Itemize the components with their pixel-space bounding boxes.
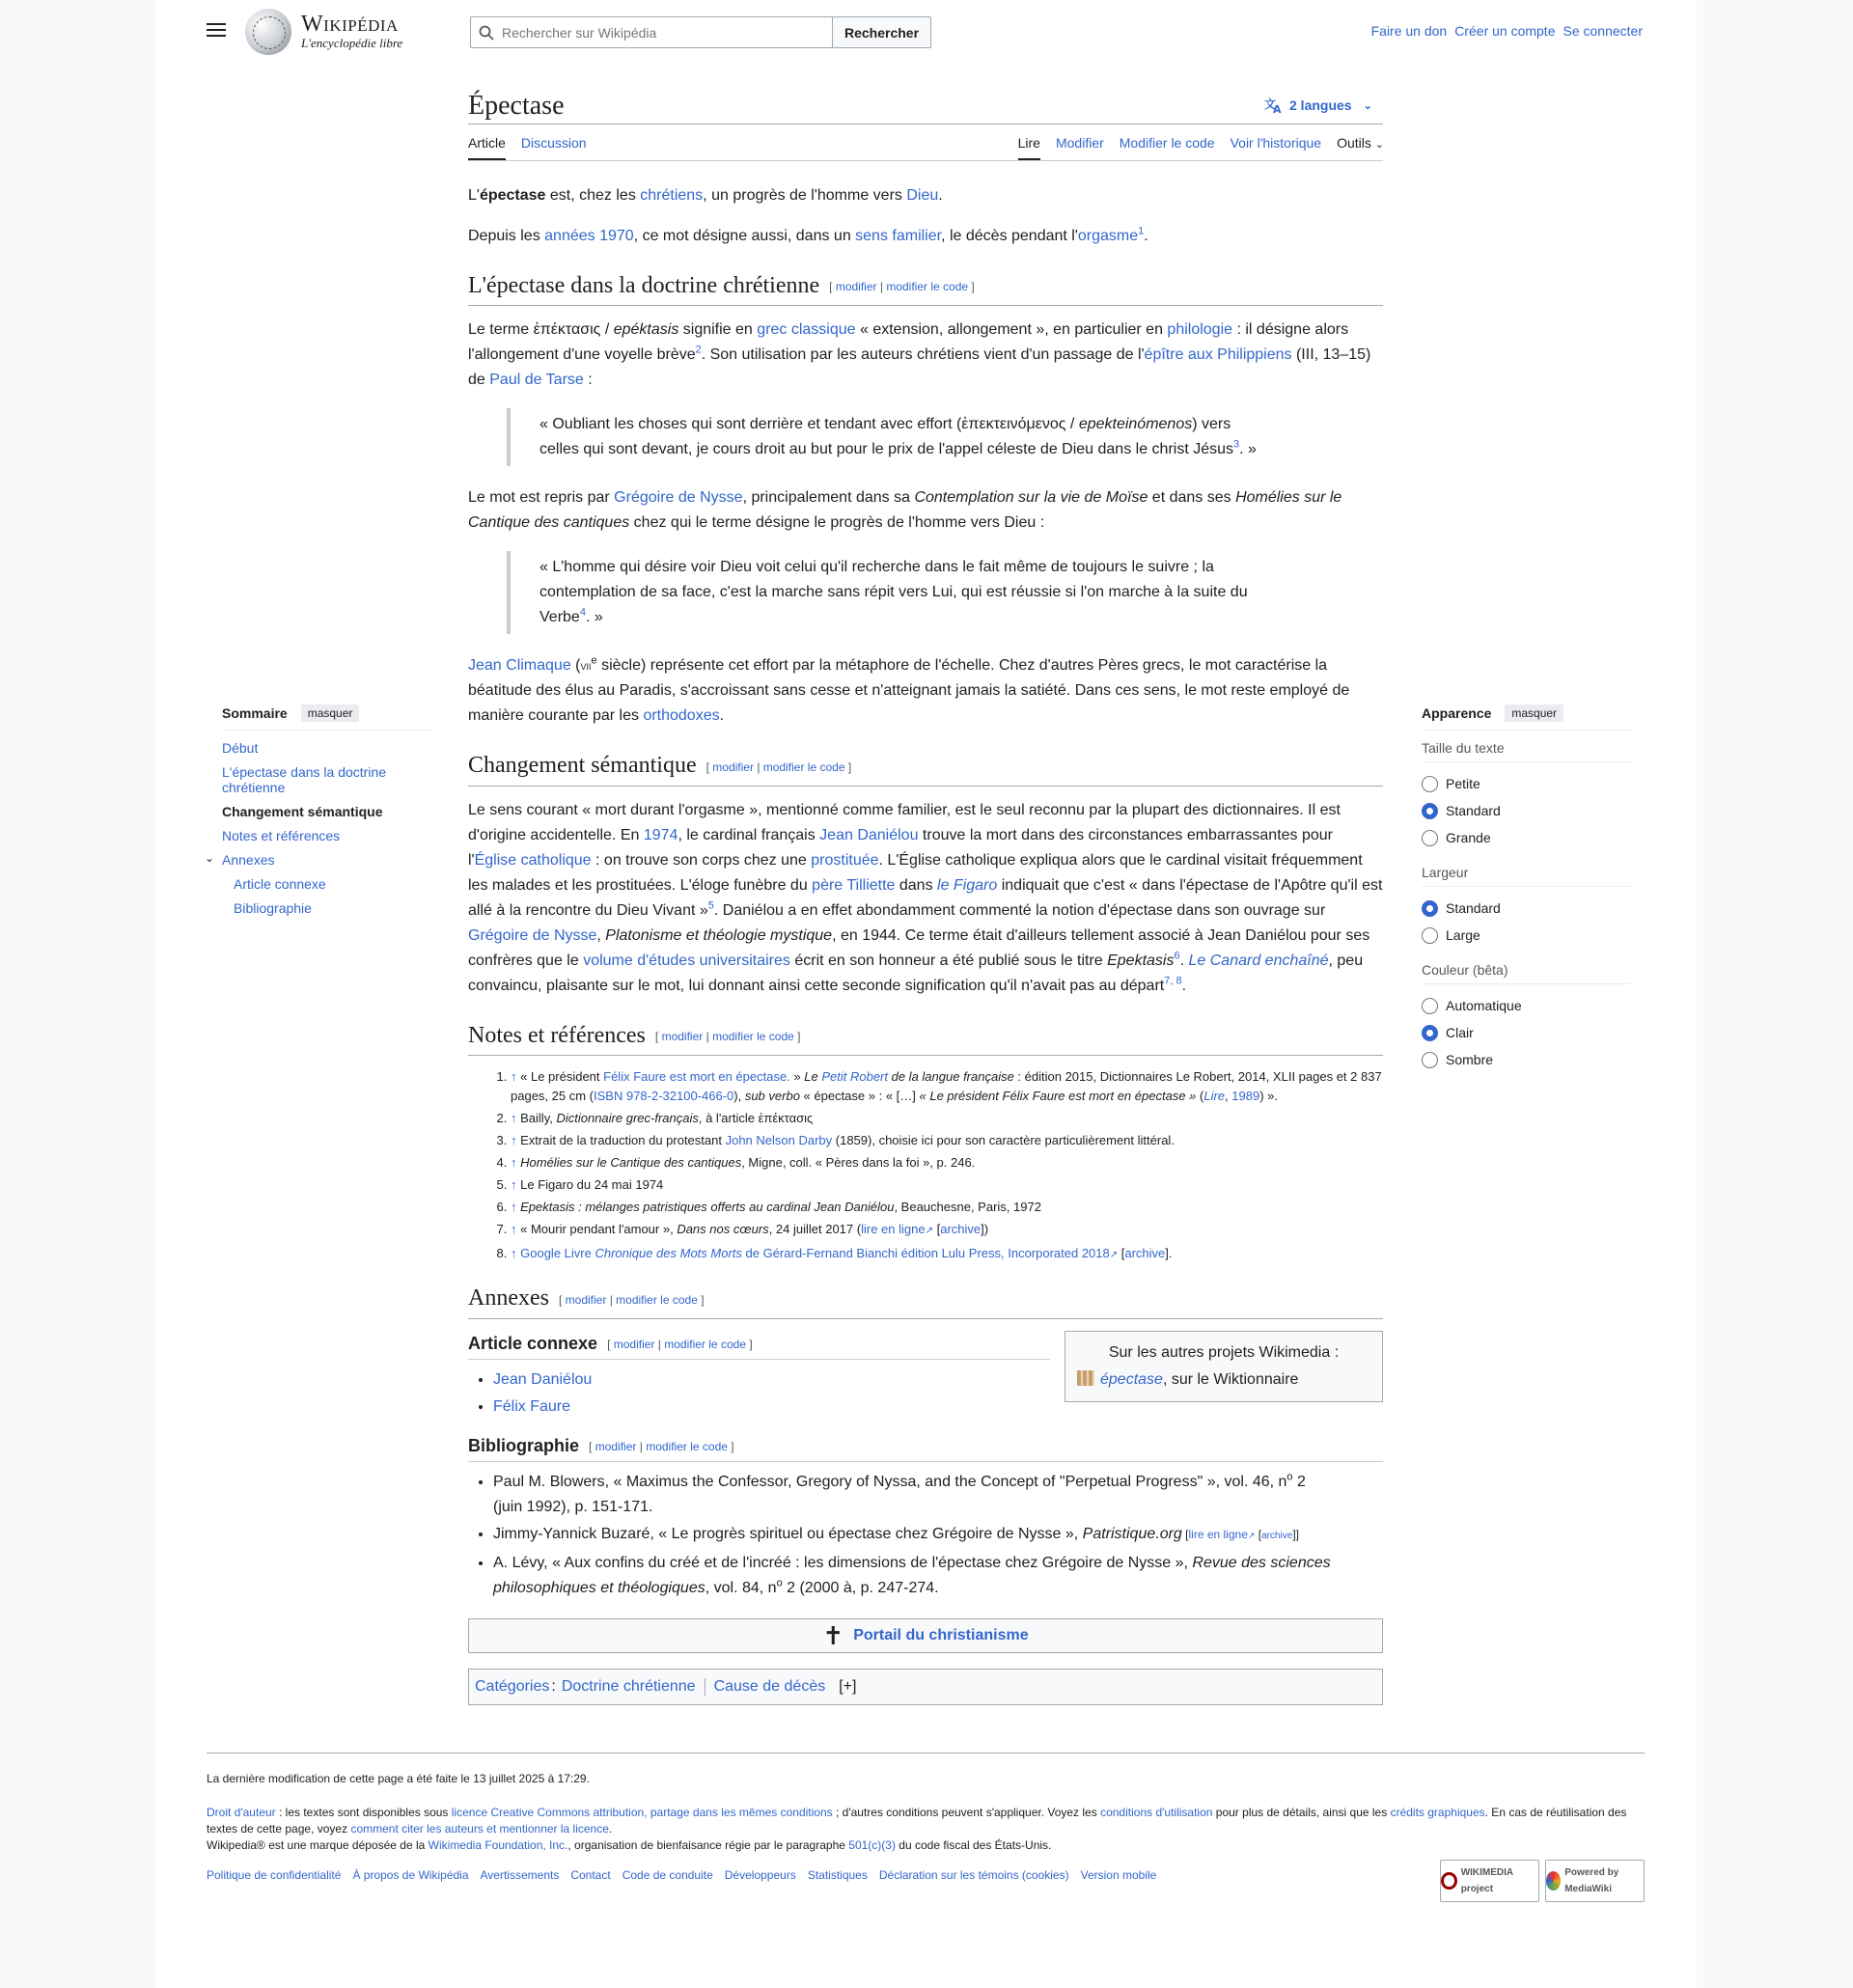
subheading-bibliographie: Bibliographie [ modifier | modifier le code ] xyxy=(468,1433,1383,1462)
radio-width-large[interactable]: Large xyxy=(1422,922,1630,949)
edit-section-links: [ modifier | modifier le code ] xyxy=(607,1338,753,1352)
bibliography-list xyxy=(468,1470,1383,1601)
backlink-arrow[interactable]: ↑ xyxy=(511,1222,517,1237)
radio-width-standard[interactable]: Standard xyxy=(1422,895,1630,922)
footer-link-cookies[interactable]: Déclaration sur les témoins (cookies) xyxy=(878,1868,1069,1882)
footer-link[interactable]: licence Creative Commons attribution, partage dans les mêmes conditions xyxy=(451,1806,833,1819)
link-dieu[interactable]: Dieu xyxy=(906,187,939,204)
list-item: • A. Lévy, « Aux confins du créé et de l'incréé : les dimensions de l'épectase chez Grégoire de Nysse », Revue des sciences philosophiques et théologiques, vol. 84, $n^o$ 2 (2000 à, p. 247-274. xyxy=(493,1551,1335,1601)
references-list xyxy=(468,1067,1383,1265)
wiktionary-link[interactable]: épectase xyxy=(1100,1370,1163,1388)
radio-color-light[interactable]: Clair xyxy=(1422,1019,1630,1046)
sister-projects-box: Sur les autres projets Wikimedia : épectase, sur le Wiktionnaire xyxy=(1065,1331,1383,1402)
backlink-arrow[interactable]: ↑ xyxy=(511,1246,517,1261)
width-label: Largeur xyxy=(1422,865,1630,887)
toc-item-doctrine[interactable]: L'épectase dans la doctrine chrétienne xyxy=(222,764,387,795)
link-prostituee[interactable]: prostituée xyxy=(811,851,879,869)
link-eglise-catholique[interactable]: Église catholique xyxy=(474,851,592,869)
edit-source-link[interactable]: modifier le code xyxy=(712,1030,794,1044)
ref-link[interactable]: Lire xyxy=(1203,1089,1226,1104)
ref-link[interactable]: 1989 xyxy=(1231,1089,1260,1104)
heading-text: L'épectase dans la doctrine chrétienne xyxy=(468,273,820,298)
bold-term: épectase xyxy=(479,187,546,204)
blockquote-philippiens: « Oubliant les choses qui sont derrière et tendant avec effort (ἐπεκτεινόμενος / epekteinómenos) vers celles qui sont devant, je cours droit au but pour le prix de l'appel céleste de Dieu dans le christ Jésus$^3$. » xyxy=(507,408,1383,466)
edit-section-links: [ modifier | modifier le code ] xyxy=(589,1440,734,1454)
link-orgasme[interactable]: orgasme xyxy=(1077,228,1139,244)
list-item: • Jimmy-Yannick Buzaré, « Le progrès spirituel ou épectase chez Grégoire de Nysse », Patristique.org [lire en ligne↗ [archive]] xyxy=(493,1522,1335,1549)
text: Depuis les xyxy=(468,228,545,244)
radio-size-large[interactable]: Grande xyxy=(1422,824,1630,851)
reference-item: 2. ↑ Bailly, Dictionnaire grec-français, à l'article ἐπέκτασις xyxy=(511,1109,1383,1128)
search-button[interactable]: Rechercher xyxy=(832,16,931,48)
link-gregoire-de-nysse-2[interactable]: Grégoire de Nysse xyxy=(468,926,597,944)
text: est, chez les xyxy=(545,187,641,204)
page-title: Épectase xyxy=(468,91,565,121)
translate-icon xyxy=(1264,97,1284,114)
backlink-arrow[interactable]: ↑ xyxy=(511,1069,517,1085)
intro-paragraph-2 xyxy=(468,224,1383,249)
toc-item-debut[interactable]: Début xyxy=(222,740,259,756)
portal-link[interactable]: Portail du christianisme xyxy=(853,1627,1029,1644)
changement-paragraph: Le sens courant « mort durant l'orgasme », mentionné comme familier, est le seul reconnu par la plupart des dictionnaires. Il est d'origine accidentelle. En 1974, le cardinal français Jean Daniélou trouve la mort dans des circonstances embarrassantes pour l'Église catholique : on trouve son corps chez une prostituée. L'Église catholique expliqua alors que le cardinal visitait fréquemment les malades et les prostituées. L'éloge funèbre du père Tilliette dans le Figaro indiquait que c'est « dans l'épectase de l'Apôtre qu'il est allé à la rencontre du Dieu Vivant »$^5$. Daniélou a en effet abondamment commenté la notion d'épectase dans son ouvrage sur Grégoire de Nysse, Platonisme et théologie mystique, en 1944. Ce terme était d'ailleurs tellement associé à Jean Daniélou pour ses confrères que le volume d'études universitaires écrit en son honneur a été publié sous le titre Epektasis$^6$. Le Canard enchaîné, peu convaincu, plaisante sur le mot, lui donnant ainsi cette seconde signification qu'il n'avait pas au départ$^{7, 8}$. xyxy=(468,801,1383,994)
ref-6[interactable]: 6 xyxy=(1174,950,1180,962)
appearance-panel xyxy=(1422,704,1630,1073)
create-account-link[interactable]: Créer un compte xyxy=(1454,23,1556,39)
link-sens-familier[interactable]: sens familier xyxy=(855,228,942,244)
archive-link[interactable]: archive xyxy=(940,1222,982,1237)
edit-source-link[interactable]: modifier le code xyxy=(664,1338,746,1352)
category-link[interactable]: Cause de décès xyxy=(713,1678,826,1696)
doctrine-paragraph-2: Le mot est repris par Grégoire de Nysse, principalement dans sa Contemplation sur la vie de Moïse et dans ses Homélies sur le Cantique des cantiques chez qui le terme désigne le progrès de l'homme vers Dieu : xyxy=(468,489,1342,532)
ref-link[interactable]: Petit Robert xyxy=(821,1069,888,1085)
edit-link[interactable]: modifier xyxy=(565,1292,607,1307)
edit-section-links: [ modifier | modifier le code ] xyxy=(558,1292,705,1307)
wikipedia-logo[interactable] xyxy=(245,9,402,55)
toc-item-article-connexe[interactable]: Article connexe xyxy=(234,876,326,892)
chevron-down-icon: ⌄ xyxy=(1363,99,1372,112)
categories-link[interactable]: Catégories xyxy=(475,1678,550,1696)
link-le-figaro[interactable]: le Figaro xyxy=(937,876,998,894)
isbn-link[interactable]: ISBN 978-2-32100-466-0 xyxy=(594,1089,734,1104)
external-link[interactable]: lire en ligne xyxy=(1188,1528,1248,1542)
list-item: • Paul M. Blowers, « Maximus the Confessor, Gregory of Nyssa, and the Concept of "Perpetual Progress" », vol. 46, $n^o$ 2 (juin 1992), p. 151-171. xyxy=(493,1470,1335,1520)
radio-color-auto[interactable]: Automatique xyxy=(1422,992,1630,1019)
link-jean-climaque[interactable]: Jean Climaque xyxy=(468,657,571,675)
section-heading-annexes xyxy=(468,1283,1383,1318)
user-links xyxy=(1371,23,1643,39)
categories-expand[interactable]: [+] xyxy=(839,1678,857,1696)
mediawiki-badge[interactable]: Powered by MediaWiki xyxy=(1545,1860,1645,1902)
last-modified: La dernière modification de cette page a été faite le 13 juillet 2025 à 17:29. xyxy=(207,1772,590,1785)
archive-link[interactable]: archive xyxy=(1261,1531,1293,1542)
toc-item-bibliographie[interactable]: Bibliographie xyxy=(234,900,312,916)
footer-link-privacy[interactable]: Politique de confidentialité xyxy=(207,1868,342,1882)
mediawiki-icon xyxy=(1546,1871,1561,1891)
svg-text:文: 文 xyxy=(1264,97,1277,111)
footer-link-mobile[interactable]: Version mobile xyxy=(1080,1868,1157,1882)
footer-link[interactable]: crédits graphiques xyxy=(1390,1806,1485,1819)
footer-link-about[interactable]: À propos de Wikipédia xyxy=(352,1868,469,1882)
svg-text:A: A xyxy=(1273,103,1282,114)
section-heading-changement xyxy=(468,750,1383,786)
globe-icon xyxy=(245,9,291,55)
doctrine-paragraph-3: Jean Climaque (vii$^e$ siècle) représente cet effort par la métaphore de l'échelle. Chez d'autres Pères grecs, le mot caractérise la béatitude des élus au Paradis, s'accroissant sans cesse et n'atteignant jamais la satiété. Dans ces sens, le mot reste employé de manière courante par les orthodoxes. xyxy=(468,655,1350,725)
edit-link[interactable]: modifier xyxy=(712,759,754,774)
appearance-hide-button[interactable]: masquer xyxy=(1505,704,1563,722)
link-jean-danielou[interactable]: Jean Daniélou xyxy=(819,826,919,843)
link-volume-etudes[interactable]: volume d'études universitaires xyxy=(583,952,790,969)
text: . xyxy=(1144,228,1148,244)
link-paul-de-tarse[interactable]: Paul de Tarse xyxy=(489,372,584,389)
search-form xyxy=(470,16,931,48)
ref-5[interactable]: 5 xyxy=(707,899,714,912)
edit-section-links: [ modifier | modifier le code ] xyxy=(829,280,975,294)
tab-article[interactable]: Article xyxy=(468,135,506,160)
radio-color-dark[interactable]: Sombre xyxy=(1422,1046,1630,1073)
logo-name: Wikipédia xyxy=(301,12,399,37)
reference-item: 8. ↑ Google Livre Chronique des Mots Morts de Gérard-Fernand Bianchi édition Lulu Press, Incorporated 2018↗ [archive]. xyxy=(511,1244,1383,1265)
footer-link-developers[interactable]: Développeurs xyxy=(724,1868,796,1882)
ref-3[interactable]: 3 xyxy=(1233,439,1240,452)
footer-link[interactable]: conditions d'utilisation xyxy=(1100,1806,1213,1819)
archive-link[interactable]: archive xyxy=(1124,1246,1166,1261)
link-pere-tilliette[interactable]: père Tilliette xyxy=(812,876,896,894)
ref-2[interactable]: 2 xyxy=(695,345,702,357)
section-heading-doctrine xyxy=(468,270,1383,306)
donate-link[interactable]: Faire un don xyxy=(1370,23,1448,39)
text: , un progrès de l'homme vers xyxy=(703,187,907,204)
backlink-arrow[interactable]: ↑ xyxy=(511,1111,517,1126)
edit-source-link[interactable]: modifier le code xyxy=(762,759,845,774)
backlink-arrow[interactable]: ↑ xyxy=(511,1133,517,1148)
backlink-arrow[interactable]: ↑ xyxy=(511,1200,517,1215)
footer-link[interactable]: comment citer les auteurs et mentionner la licence xyxy=(350,1822,609,1836)
section-heading-notes xyxy=(468,1020,1383,1056)
edit-source-link[interactable]: modifier le code xyxy=(646,1440,728,1454)
link-canard-enchaine[interactable]: Le Canard enchaîné xyxy=(1188,952,1329,969)
footer-link[interactable]: Droit d'auteur xyxy=(207,1806,276,1819)
edit-link[interactable]: modifier xyxy=(613,1338,655,1352)
radio-size-small[interactable]: Petite xyxy=(1422,770,1630,797)
footer-link[interactable]: 501(c)(3) xyxy=(848,1838,896,1852)
license-text: Droit d'auteur : les textes sont disponibles sous licence Creative Commons attribution, partage dans les mêmes conditions ; d'autres conditions peuvent s'appliquer. Voyez les conditions d'utilisation pour plus de détails, ainsi que les crédits graphiques. En cas de réutilisation des textes de cette page, voyez comment citer les auteurs et mentionner la licence. xyxy=(207,1806,1627,1836)
backlink-arrow[interactable]: ↑ xyxy=(511,1155,517,1171)
cross-icon: ✝ xyxy=(822,1621,844,1651)
ref-7-8[interactable]: 7, 8 xyxy=(1164,975,1182,987)
tab-edit[interactable]: Modifier xyxy=(1055,135,1104,151)
main-menu-icon[interactable] xyxy=(205,19,228,42)
external-link-icon: ↗ xyxy=(1247,1531,1256,1541)
categories-box: Catégories : Doctrine chrétienne Cause de décès [+] xyxy=(468,1669,1383,1705)
page-footer xyxy=(207,1753,1645,1894)
article-content xyxy=(468,183,1383,1705)
annexes-block xyxy=(468,1331,1383,1602)
language-count: 2 langues xyxy=(1289,97,1352,113)
reference-item: 5. ↑ Le Figaro du 24 mai 1974 xyxy=(511,1175,1383,1195)
edit-link[interactable]: modifier xyxy=(595,1440,637,1454)
tools-label: Outils xyxy=(1337,135,1371,151)
footer-link-conduct[interactable]: Code de conduite xyxy=(622,1868,713,1882)
wiktionary-icon xyxy=(1077,1370,1094,1386)
text: , ce mot désigne aussi, dans un xyxy=(633,228,856,244)
search-input[interactable] xyxy=(502,25,820,41)
subheading-article-connexe: Article connexe [ modifier | modifier le code ] xyxy=(468,1331,1050,1360)
reference-item: 1. ↑ « Le président Félix Faure est mort en épectase. » Le Petit Robert de la langue française : édition 2015, Dictionnaires Le Robert, 2014, XLII pages et 2 837 pages, 25 cm (ISBN 978-2-32100-466-0), sub verbo « épectase » : « […] « Le président Félix Faure est mort en épectase » (Lire, 1989) ». xyxy=(511,1067,1383,1106)
heading-text: Annexes xyxy=(468,1285,549,1312)
edit-link[interactable]: modifier xyxy=(661,1030,704,1044)
tools-menu[interactable] xyxy=(1337,135,1384,160)
sister-title: Sur les autres projets Wikimedia : xyxy=(1108,1343,1340,1361)
logo-tagline: L'encyclopédie libre xyxy=(301,36,403,50)
tab-discussion[interactable]: Discussion xyxy=(520,135,587,151)
link-annees-1970[interactable]: années 1970 xyxy=(544,228,634,244)
ref-1[interactable]: 1 xyxy=(1138,225,1145,237)
edit-section-links: [ modifier | modifier le code ] xyxy=(705,759,852,774)
radio-size-standard[interactable]: Standard xyxy=(1422,797,1630,824)
text: L' xyxy=(468,187,480,204)
tab-edit-source[interactable]: Modifier le code xyxy=(1119,135,1215,151)
reference-item: 3. ↑ Extrait de la traduction du protestant John Nelson Darby (1859), choisie ici pour son caractère particulièrement littéral. xyxy=(511,1131,1383,1150)
namespace-tabs xyxy=(468,135,587,160)
chevron-down-icon: ⌄ xyxy=(1374,139,1384,151)
footer-link-contact[interactable]: Contact xyxy=(570,1868,611,1882)
text: , le décès pendant l' xyxy=(941,228,1078,244)
link-chretiens[interactable]: chrétiens xyxy=(640,187,704,204)
external-link[interactable]: lire en ligne xyxy=(861,1222,926,1237)
wikimedia-badge[interactable]: WIKIMEDIA project xyxy=(1440,1860,1539,1902)
edit-source-link[interactable]: modifier le code xyxy=(616,1292,698,1307)
search-box xyxy=(470,16,832,48)
ref-link[interactable]: John Nelson Darby xyxy=(725,1133,833,1148)
toc-hide-button[interactable]: masquer xyxy=(301,704,360,722)
footer-link-disclaimers[interactable]: Avertissements xyxy=(480,1868,560,1882)
footer-links xyxy=(207,1867,1645,1884)
ref-link[interactable]: Félix Faure est mort en épectase. xyxy=(603,1069,790,1085)
footer-link-stats[interactable]: Statistiques xyxy=(807,1868,868,1882)
external-link-icon: ↗ xyxy=(1109,1250,1119,1261)
chevron-down-icon[interactable]: ⌄ xyxy=(205,851,215,865)
toc-title: Sommaire xyxy=(222,705,288,721)
text: . xyxy=(938,187,943,204)
doctrine-paragraph-1: Le terme ἐπέκτασις / epéktasis signifie en grec classique « extension, allongement », en particulier en philologie : il désigne alors l'allongement d'une voyelle brève$^2$. Son utilisation par les auteurs chrétiens vient d'un passage de l'épître aux Philippiens (III, 13–15) de Paul de Tarse : xyxy=(468,321,1371,389)
toc-item-annexes[interactable]: Annexes xyxy=(222,852,275,868)
edit-section-links: [ modifier | modifier le code ] xyxy=(654,1030,801,1044)
blockquote-nysse: « L'homme qui désire voir Dieu voit celui qu'il recherche dans le fait même de toujours le suivre ; la contemplation de sa face, c'est la marche sans répit vers Lui, qui est réussie si l'on marche à la suite du Verbe$^4$. » xyxy=(507,551,1383,634)
external-link[interactable]: Google Livre Chronique des Mots Morts de Gérard-Fernand Bianchi édition Lulu Press, Incorporated 2018 xyxy=(520,1246,1110,1261)
link-felix-faure[interactable]: Félix Faure xyxy=(493,1398,571,1416)
link-orthodoxes[interactable]: orthodoxes xyxy=(643,707,720,725)
reference-item: 7. ↑ « Mourir pendant l'amour », Dans nos cœurs, 24 juillet 2017 (lire en ligne↗ [archive]) xyxy=(511,1220,1383,1241)
link-jean-danielou-3[interactable]: Jean Daniélou xyxy=(493,1371,593,1389)
footer-badges xyxy=(1440,1860,1645,1902)
heading-text: Changement sémantique xyxy=(468,753,697,779)
toc-item-changement[interactable]: Changement sémantique xyxy=(222,804,383,819)
language-button[interactable] xyxy=(1264,97,1372,114)
category-link[interactable]: Doctrine chrétienne xyxy=(561,1678,696,1696)
portal-box xyxy=(468,1618,1383,1653)
backlink-arrow[interactable]: ↑ xyxy=(511,1177,517,1193)
reference-item: 6. ↑ Epektasis : mélanges patristiques offerts au cardinal Jean Daniélou, Beauchesne, Paris, 1972 xyxy=(511,1198,1383,1217)
edit-source-link[interactable]: modifier le code xyxy=(886,280,969,294)
tab-read[interactable]: Lire xyxy=(1018,135,1040,160)
edit-link[interactable]: modifier xyxy=(835,280,877,294)
footer-link[interactable]: Wikimedia Foundation, Inc. xyxy=(428,1838,568,1852)
intro-paragraph-1 xyxy=(468,183,1383,208)
link-1974[interactable]: 1974 xyxy=(643,826,678,843)
link-epitre[interactable]: épître aux Philippiens xyxy=(1144,346,1292,364)
login-link[interactable]: Se connecter xyxy=(1563,23,1643,39)
reference-item: 4. ↑ Homélies sur le Cantique des cantiques, Migne, coll. « Pères dans la foi », p. 246. xyxy=(511,1153,1383,1173)
appearance-title: Apparence xyxy=(1422,705,1492,721)
view-tabs xyxy=(1018,135,1384,160)
text-size-label: Taille du texte xyxy=(1422,740,1630,762)
link-grec-classique[interactable]: grec classique xyxy=(757,321,856,339)
external-link-icon: ↗ xyxy=(925,1226,933,1237)
color-label: Couleur (bêta) xyxy=(1422,962,1630,984)
toc-item-notes[interactable]: Notes et références xyxy=(222,828,341,843)
link-philologie[interactable]: philologie xyxy=(1167,321,1233,339)
trademark-text: Wikipedia® est une marque déposée de la Wikimedia Foundation, Inc., organisation de bienfaisance régie par le paragraphe 501(c)(3) du code fiscal des États-Unis. xyxy=(207,1838,1052,1852)
table-of-contents xyxy=(205,704,430,925)
link-gregoire-de-nysse[interactable]: Grégoire de Nysse xyxy=(614,489,743,507)
ref-4[interactable]: 4 xyxy=(579,607,586,620)
search-icon xyxy=(479,25,494,41)
tab-history[interactable]: Voir l'historique xyxy=(1230,135,1322,151)
wikimedia-icon xyxy=(1441,1872,1457,1890)
tabs-divider xyxy=(468,160,1383,161)
heading-text: Notes et références xyxy=(468,1022,646,1048)
